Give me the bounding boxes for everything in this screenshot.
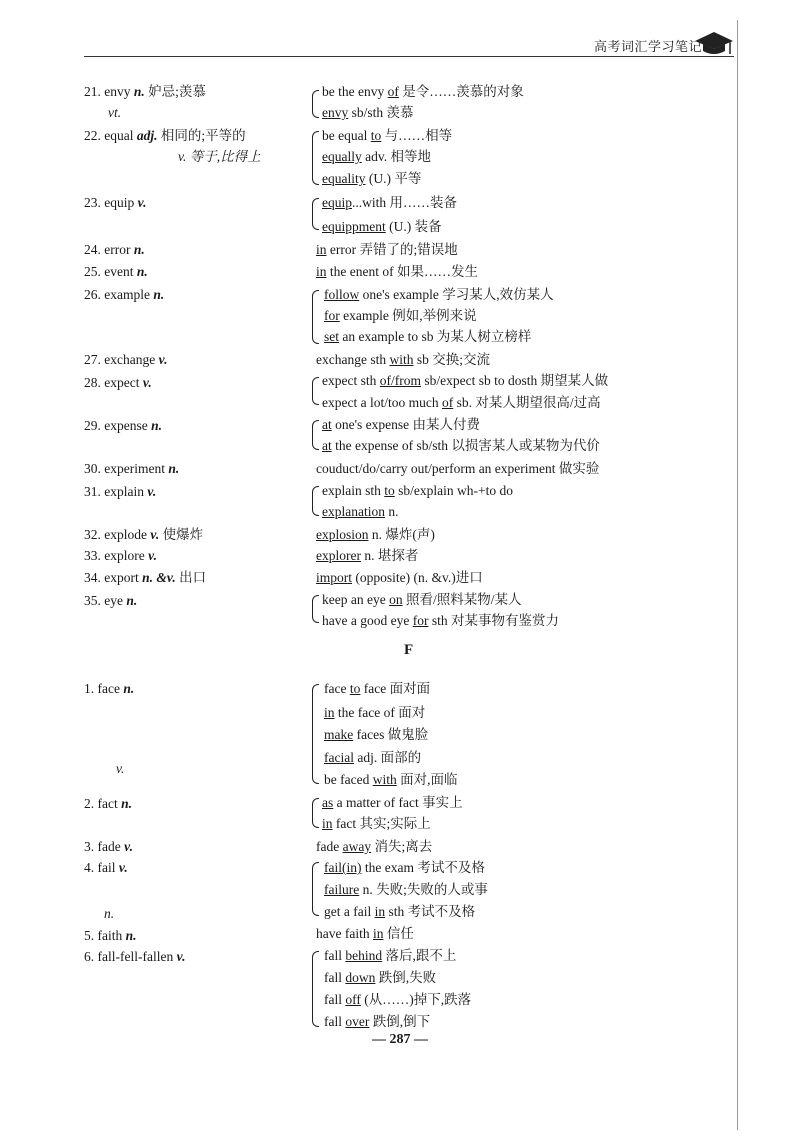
brace	[312, 684, 319, 784]
phrase-line: explosion n. 爆炸(声)	[316, 527, 435, 542]
headword-entry: 22. equal adj. 相同的;平等的	[84, 128, 246, 143]
brace	[312, 290, 319, 344]
phrase-line: import (opposite) (n. &v.)进口	[316, 570, 483, 585]
brace	[312, 198, 319, 230]
brace	[312, 862, 319, 916]
phrase-line: in the face of 面对	[324, 705, 426, 720]
phrase-line: in fact 其实;实际上	[322, 816, 431, 831]
graduation-cap-icon	[694, 30, 734, 58]
sub-pos: vt.	[108, 105, 122, 120]
headword-entry: 27. exchange v.	[84, 352, 168, 367]
margin-rule	[737, 20, 738, 1130]
headword-entry: 21. envy n. 妒忌;羡慕	[84, 84, 206, 99]
phrase-line: at the expense of sb/sth 以损害某人或某物为代价	[322, 438, 600, 453]
headword-entry: 23. equip v.	[84, 195, 147, 210]
headword-entry: 5. faith n.	[84, 928, 137, 943]
phrase-line: explain sth to sb/explain wh-+to do	[322, 483, 513, 498]
phrase-line: explorer n. 堪探者	[316, 548, 419, 563]
phrase-line: have faith in 信任	[316, 926, 414, 941]
phrase-line: set an example to sb 为某人树立榜样	[324, 329, 532, 344]
headword-entry: 28. expect v.	[84, 375, 152, 390]
phrase-line: be faced with 面对,面临	[324, 772, 458, 787]
section-letter: F	[404, 642, 414, 658]
phrase-line: envy sb/sth 羡慕	[322, 105, 414, 120]
phrase-line: failure n. 失败;失败的人或事	[324, 882, 488, 897]
headword-entry: 35. eye n.	[84, 593, 138, 608]
phrase-line: be equal to 与……相等	[322, 128, 453, 143]
phrase-line: at one's expense 由某人付费	[322, 417, 481, 432]
brace	[312, 798, 319, 828]
header-rule	[84, 56, 734, 57]
phrase-line: exchange sth with sb 交换;交流	[316, 352, 491, 367]
phrase-line: equally adv. 相等地	[322, 149, 431, 164]
headword-entry: 3. fade v.	[84, 839, 133, 854]
headword-entry: 1. face n.	[84, 681, 135, 696]
brace	[312, 420, 319, 450]
phrase-line: fade away 消失;离去	[316, 839, 433, 854]
header-title: 高考词汇学习笔记	[594, 40, 703, 55]
phrase-line: in error 弄错了的;错误地	[316, 242, 458, 257]
headword-entry: 32. explode v. 使爆炸	[84, 527, 204, 542]
phrase-line: facial adj. 面部的	[324, 750, 422, 765]
brace	[312, 486, 319, 516]
sub-pos: v. 等于,比得上	[178, 149, 261, 164]
phrase-line: keep an eye on 照看/照料某物/某人	[322, 592, 522, 607]
sub-pos: n.	[104, 906, 115, 921]
phrase-line: couduct/do/carry out/perform an experiment 做实验	[316, 461, 600, 476]
phrase-line: equality (U.) 平等	[322, 171, 422, 186]
phrase-line: as a matter of fact 事实上	[322, 795, 463, 810]
phrase-line: fall behind 落后,跟不上	[324, 948, 457, 963]
headword-entry: 26. example n.	[84, 287, 165, 302]
phrase-line: equip...with 用……装备	[322, 195, 458, 210]
headword-entry: 2. fact n.	[84, 796, 132, 811]
phrase-line: fall over 跌倒,倒下	[324, 1014, 431, 1029]
page-number: — 287 —	[372, 1032, 428, 1047]
phrase-line: equippment (U.) 装备	[322, 219, 442, 234]
phrase-line: make faces 做鬼脸	[324, 727, 429, 742]
phrase-line: get a fail in sth 考试不及格	[324, 904, 476, 919]
brace	[312, 90, 319, 118]
sub-pos: v.	[116, 761, 125, 776]
phrase-line: follow one's example 学习某人,效仿某人	[324, 287, 554, 302]
phrase-line: expect sth of/from sb/expect sb to dosth 期望某人做	[322, 373, 609, 388]
headword-entry: 24. error n.	[84, 242, 145, 257]
phrase-line: face to face 面对面	[324, 681, 431, 696]
brace	[312, 377, 319, 405]
headword-entry: 6. fall-fell-fallen v.	[84, 949, 186, 964]
phrase-line: expect a lot/too much of sb. 对某人期望很高/过高	[322, 395, 601, 410]
phrase-line: explanation n.	[322, 504, 399, 519]
phrase-line: in the enent of 如果……发生	[316, 264, 478, 279]
phrase-line: for example 例如,举例来说	[324, 308, 477, 323]
brace	[312, 595, 319, 623]
phrase-line: fail(in) the exam 考试不及格	[324, 860, 485, 875]
phrase-line: fall down 跌倒,失败	[324, 970, 437, 985]
headword-entry: 31. explain v.	[84, 484, 157, 499]
headword-entry: 4. fail v.	[84, 860, 128, 875]
headword-entry: 25. event n.	[84, 264, 148, 279]
headword-entry: 33. explore v.	[84, 548, 157, 563]
phrase-line: fall off (从……)掉下,跌落	[324, 992, 472, 1007]
headword-entry: 30. experiment n.	[84, 461, 180, 476]
headword-entry: 29. expense n.	[84, 418, 162, 433]
phrase-line: be the envy of 是令……羡慕的对象	[322, 84, 524, 99]
phrase-line: have a good eye for sth 对某事物有鉴赏力	[322, 613, 559, 628]
headword-entry: 34. export n. &v. 出口	[84, 570, 207, 585]
brace	[312, 131, 319, 185]
brace	[312, 951, 319, 1027]
